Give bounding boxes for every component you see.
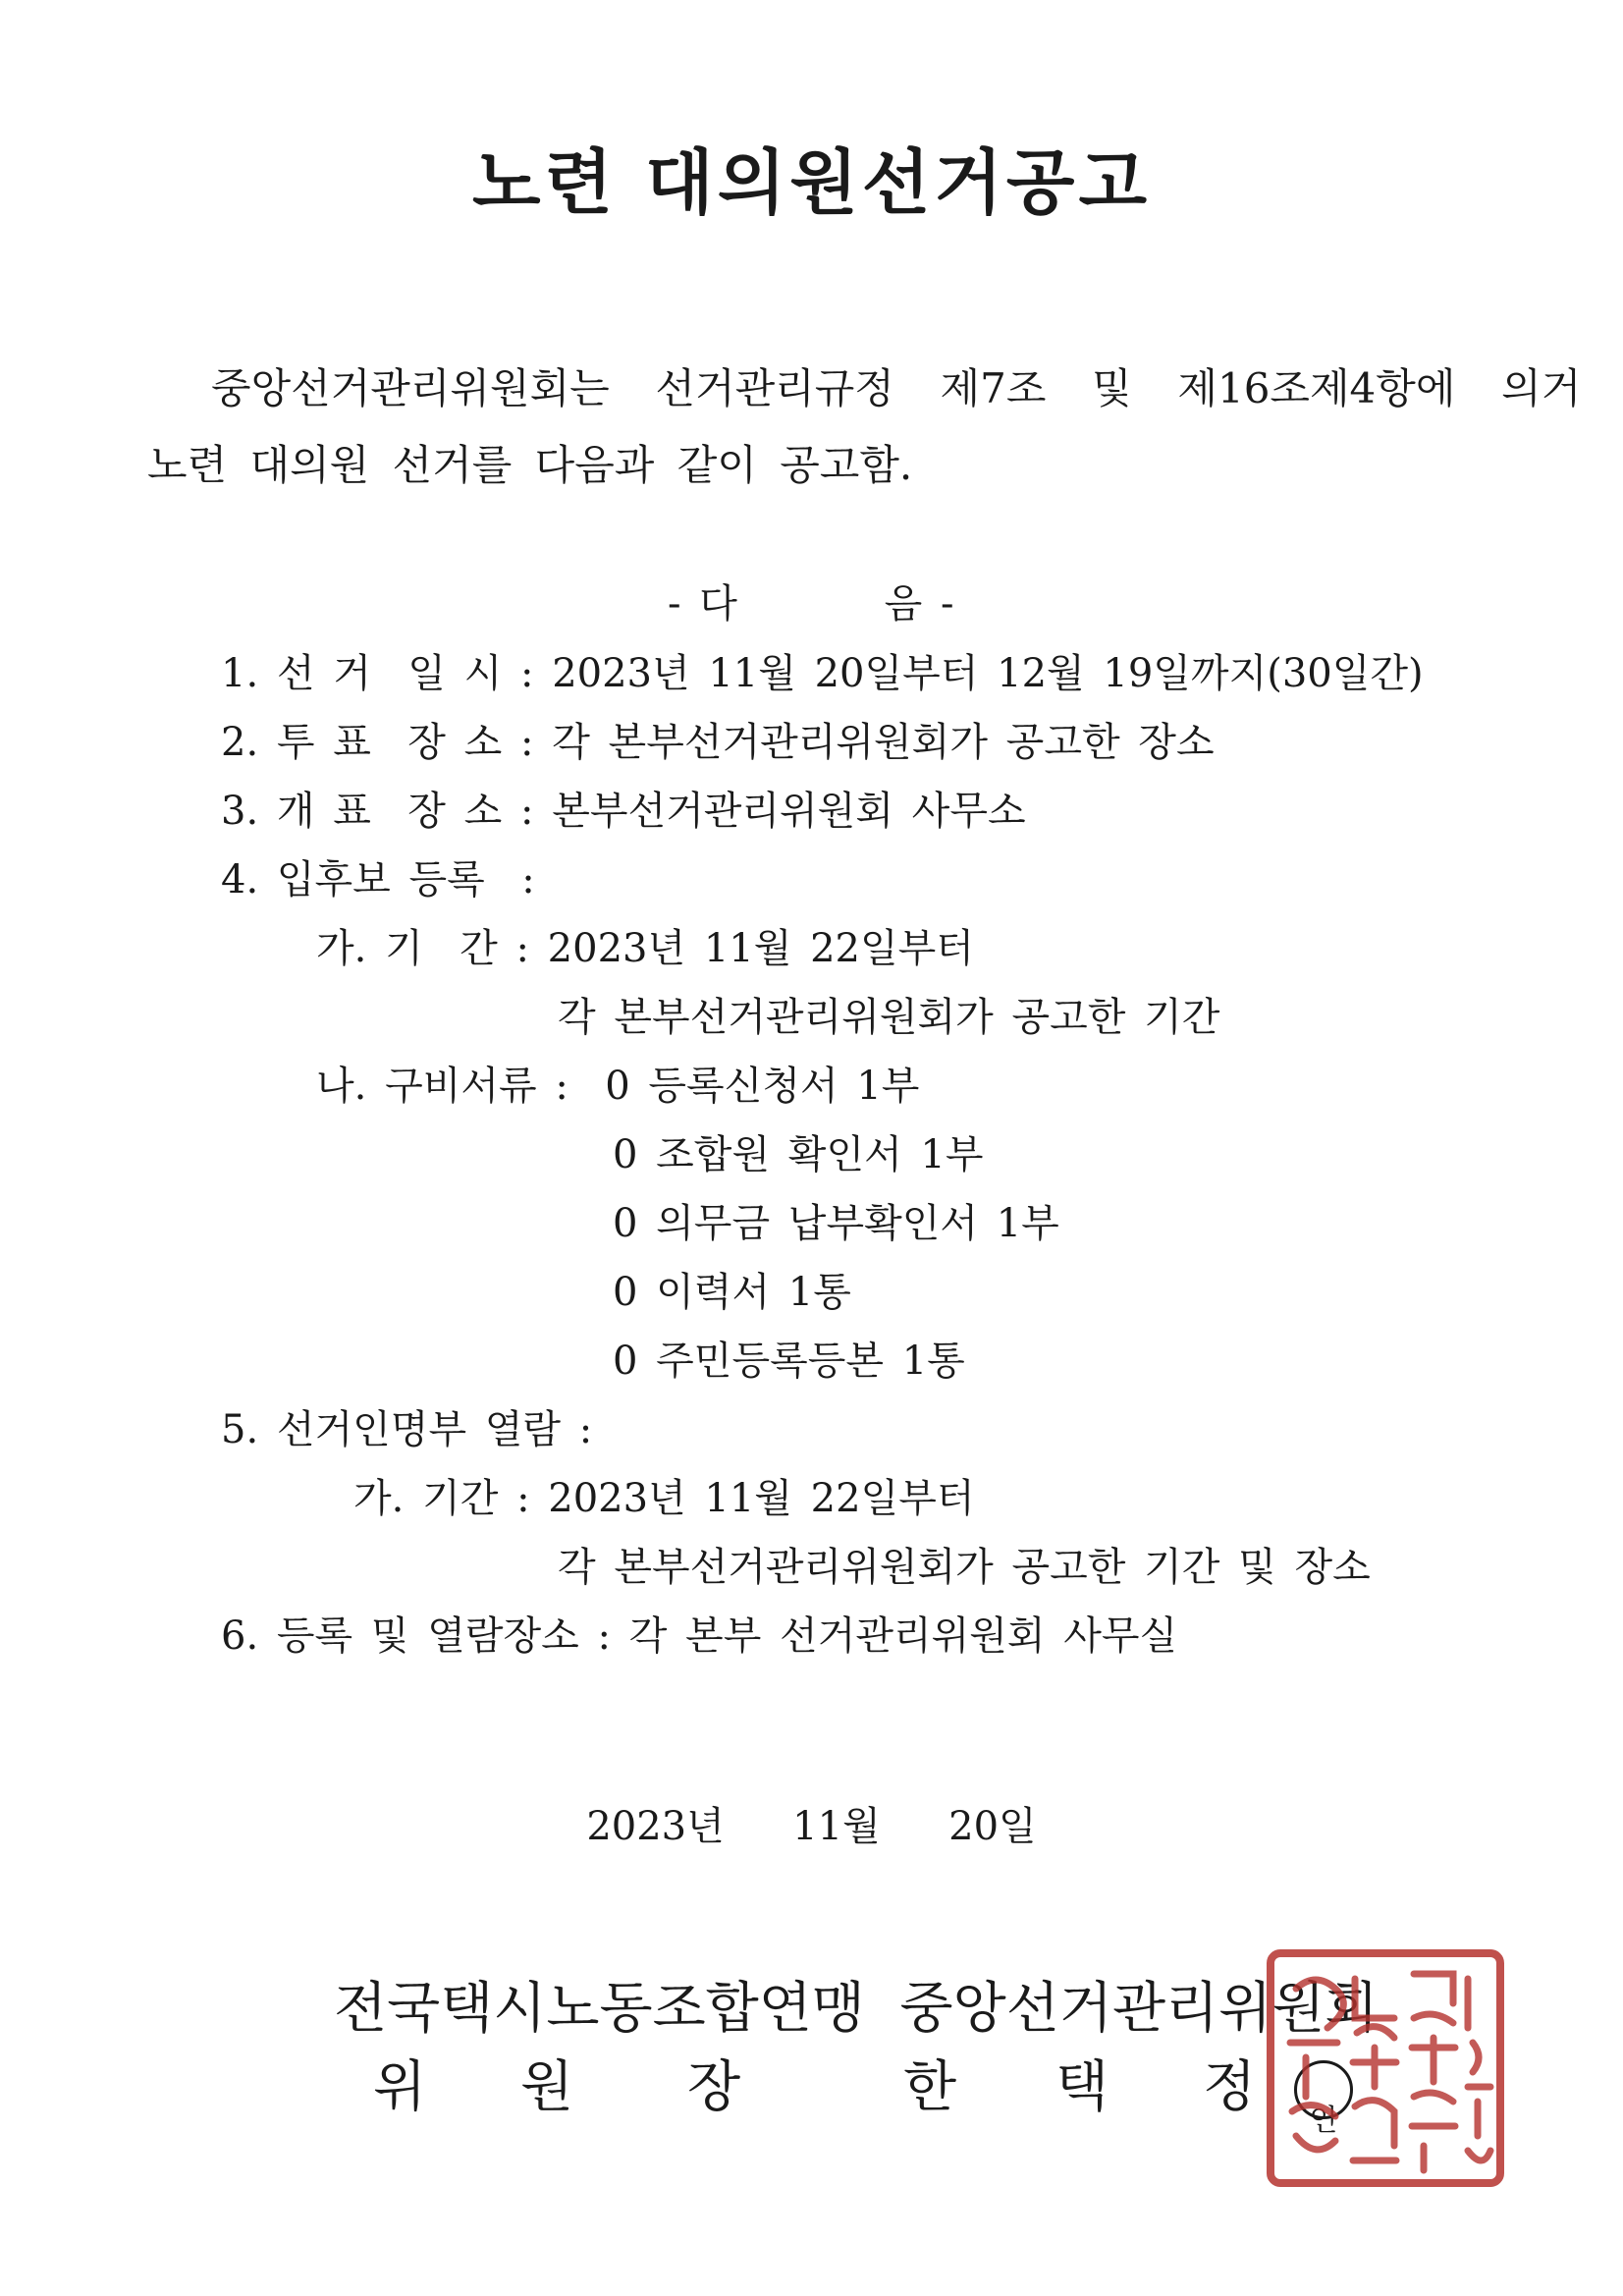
item-registration-period-cont: 각 본부선거관리위원회가 공고한 기간 <box>558 995 1220 1040</box>
signature-organization: 전국택시노동조합연맹 중앙선거관리위원회 <box>334 1977 1379 2041</box>
section-heading: - 다 음 - <box>668 581 954 627</box>
signature-name-char: 한 <box>903 2055 957 2119</box>
item-candidate-registration: 4. 입후보 등록 : <box>221 857 535 902</box>
intro-line-2: 노련 대의원 선거를 다음과 같이 공고함. <box>147 441 913 489</box>
intro-line-1: 중앙선거관리위원회는 선거관리규정 제7조 및 제16조제4항에 의거 <box>211 364 1582 412</box>
announcement-date: 2023년 11월 20일 <box>586 1804 1037 1849</box>
document-title: 노련 대의원선거공고 <box>471 141 1152 224</box>
item-inspection-period: 가. 기간 : 2023년 11월 22일부터 <box>353 1476 975 1521</box>
seal-mark-text: 인 <box>1309 2104 1338 2138</box>
required-document-item: 0 이력서 1통 <box>613 1270 851 1315</box>
signature-position-char: 위 <box>373 2055 427 2119</box>
item-voting-place: 2. 투 표 장 소 : 각 본부선거관리위원회가 공고한 장소 <box>221 720 1215 765</box>
signature-name-char: 정 <box>1203 2055 1257 2119</box>
item-counting-place: 3. 개 표 장 소 : 본부선거관리위원회 사무소 <box>221 789 1026 834</box>
item-voter-list-inspection: 5. 선거인명부 열람 : <box>221 1407 593 1452</box>
required-document-item: 0 조합원 확인서 1부 <box>613 1132 984 1177</box>
item-inspection-period-cont: 각 본부선거관리위원회가 공고한 기간 및 장소 <box>558 1545 1371 1590</box>
required-document-item: 0 의무금 납부확인서 1부 <box>613 1201 1059 1246</box>
signature-position-char: 장 <box>687 2055 741 2119</box>
required-document-item: 0 주민등록등본 1통 <box>613 1339 965 1384</box>
item-election-period: 1. 선 거 일 시 : 2023년 11월 20일부터 12월 19일까지(30일간) <box>221 651 1424 696</box>
item-registration-inspection-place: 6. 등록 및 열람장소 : 각 본부 선거관리위원회 사무실 <box>221 1613 1178 1659</box>
signature-position-char: 원 <box>520 2055 574 2119</box>
official-seal-stamp <box>1267 1949 1504 2187</box>
signature-name-char: 택 <box>1055 2055 1109 2119</box>
item-required-documents: 나. 구비서류 : 0 등록신청서 1부 <box>316 1064 920 1109</box>
item-registration-period: 가. 기 간 : 2023년 11월 22일부터 <box>316 926 974 971</box>
